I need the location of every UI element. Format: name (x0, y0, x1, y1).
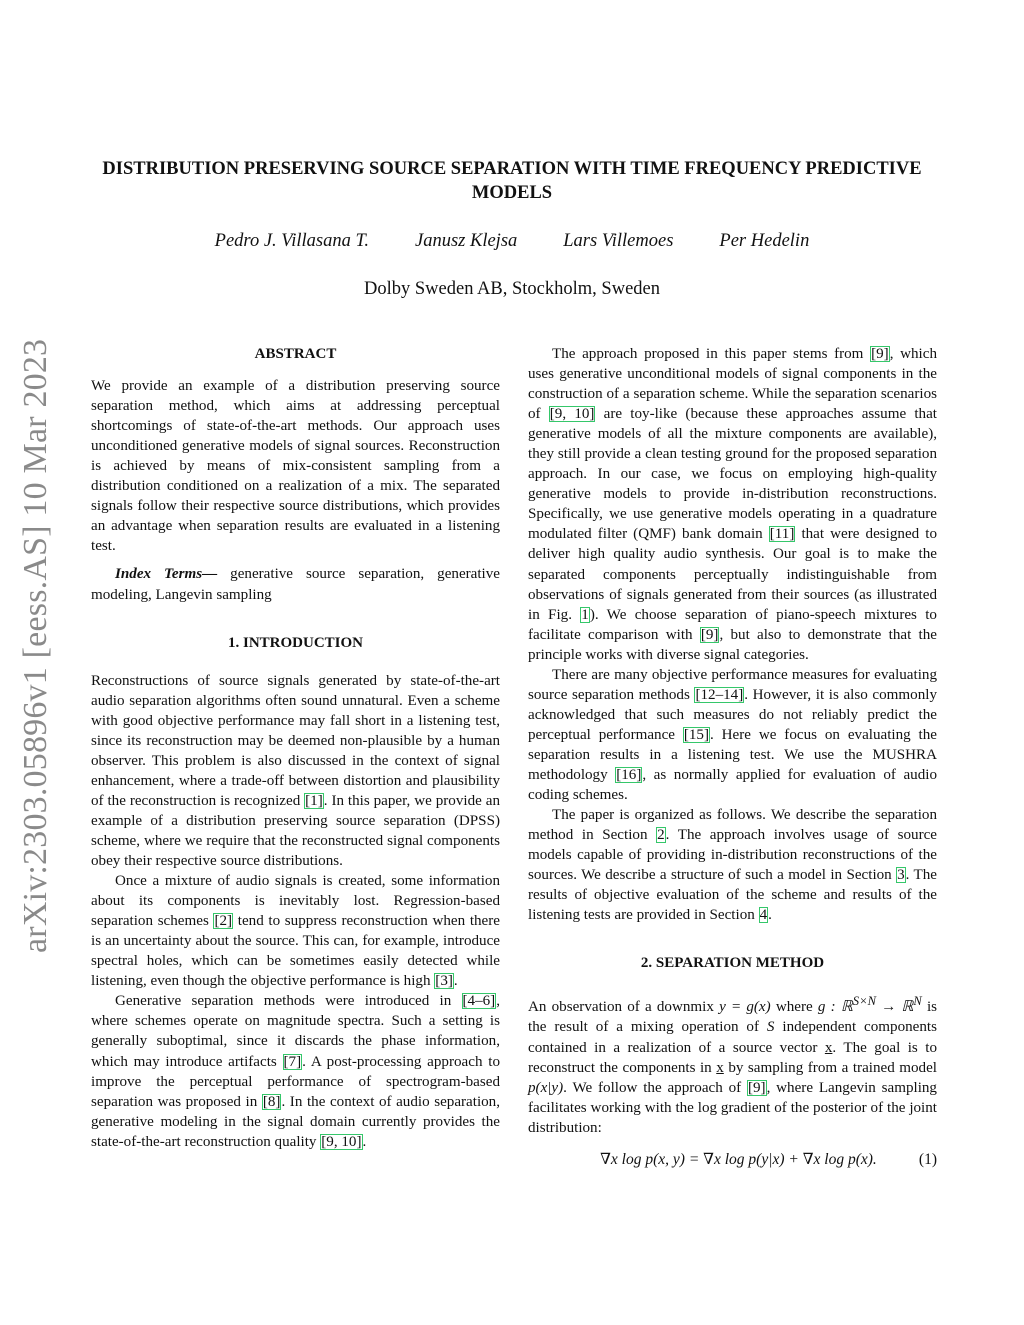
citation-link[interactable]: [2] (214, 913, 233, 930)
section-link[interactable]: 3 (897, 867, 905, 884)
citation-link[interactable]: [9] (700, 626, 719, 643)
arxiv-stamp: arXiv:2303.05896v1 [eess.AS] 10 Mar 2023 (17, 338, 54, 953)
section-link[interactable]: 4 (759, 907, 768, 924)
citation-link[interactable]: [4–6] (462, 993, 496, 1010)
figure-link[interactable]: 1 (581, 606, 589, 623)
intro-paragraph-2: Once a mixture of audio signals is created, some information about its components is inevitably lost. Regression-based separation schemes [2] tend to suppress reconstruction when there is an uncertainty about the source. This can, for example, introduce spectral holes, which can be sometimes easily detected while listening, even though the objective performance is high [3]. (91, 873, 500, 990)
index-terms-label: Index Terms— (115, 566, 218, 583)
section-link[interactable]: 2 (657, 827, 665, 844)
paper-title: DISTRIBUTION PRESERVING SOURCE SEPARATION WITH TIME FREQUENCY PREDICTIVE MODELS (102, 159, 922, 203)
author-list (120, 231, 904, 252)
author-3: Lars Villemoes (563, 231, 674, 251)
author-2: Janusz Klejsa (415, 231, 518, 251)
citation-link[interactable]: [16] (616, 766, 642, 783)
right-paragraph-3: The paper is organized as follows. We describe the separation method in Section 2. The approach involves usage of source models capable of providing in-distribution reconstructions of the sources. We describe a structure of such a model in Section 3. The results of objective evaluation of the scheme and results of the listening tests are provided in Section 4. (528, 807, 937, 924)
citation-link[interactable]: [9, 10] (549, 406, 595, 423)
intro-paragraph-1: Reconstructions of source signals generated by state-of-the-art audio separation algorithms often sound unnatural. Even a scheme with good objective performance may fall short in a listening test, since its reconstruction may be deemed non-plausible by a human observer. This problem is also discussed in the context of signal enhancement, where a trade-off between distortion and plausibility of the reconstruction is recognized [1]. In this paper, we provide an example of a distribution preserving source separation (DPSS) scheme, where we require that the reconstructed signal components obey their respective source distributions. (91, 672, 500, 870)
math-inline: x (716, 1059, 724, 1076)
citation-link[interactable]: [11] (769, 526, 795, 543)
math-inline: S (766, 1019, 775, 1036)
right-paragraph-2: There are many objective performance measures for evaluating source separation methods [12–14]. However, it is also commonly acknowledged that such measures do not reliably predict the perceptual performance [15]. Here we focus on evaluating the separation results in a listening test. We use the MUSHRA methodology [16], as normally applied for evaluation of audio coding schemes. (528, 666, 937, 804)
citation-link[interactable]: [3] (435, 973, 453, 990)
section-1-heading: 1. INTRODUCTION (227, 634, 363, 651)
citation-link[interactable]: [7] (283, 1053, 302, 1070)
math-inline: y = g(x) (719, 999, 771, 1016)
math-inline: x (824, 1039, 833, 1056)
citation-link[interactable]: [9] (871, 346, 889, 362)
intro-paragraph-3: Generative separation methods were introduced in [4–6], where schemes operate on magnitude spectra. Such a setting is generally suboptimal, since it discards the phase information, which may introduce artifacts [7]. A post-processing approach to improve the perceptual performance of spectrogram-based separation was proposed in [8]. In the context of audio separation, generative modeling in the signal domain currently provides the state-of-the-art reconstruction quality [9, 10]. (91, 993, 500, 1150)
equation-body: ∇x log p(x, y) = ∇x log p(y|x) + ∇x log p(x). (600, 1150, 877, 1168)
math-inline: p(x|y) (528, 1079, 564, 1096)
author-1: Pedro J. Villasana T. (214, 231, 369, 251)
left-column (91, 344, 500, 1152)
right-column (528, 344, 937, 1170)
citation-link[interactable]: [9, 10] (321, 1133, 362, 1150)
method-paragraph: An observation of a downmix y = g(x) where g : ℝ$^{S\times N}$ → ℝ$^N$ is the result of a mixing operation of S independent components contained in a realization of a source vector x. The goal is to reconstruct the components in x by sampling from a trained model p(x|y). We follow the approach of [9], where Langevin sampling facilitates working with the log gradient of the posterior of the joint distribution: (528, 994, 938, 1136)
citation-link[interactable]: [9] (747, 1079, 766, 1096)
abstract-text: We provide an example of a distribution preserving source separation method, which aims at addressing perceptual shortcomings of state-of-the-art methods. Our approach uses unconditioned generative models of signal sources. Reconstruction is achieved by means of mix-consistent sampling from a distribution conditioned on a realization of a mix. The separated signals follow their respective source distributions, which provides an advantage when separation results are evaluated in a listening test. (91, 378, 500, 555)
section-2-heading: 2. SEPARATION METHOD (640, 955, 825, 972)
citation-link[interactable]: [8] (262, 1093, 281, 1110)
affiliation: Dolby Sweden AB, Stockholm, Sweden (364, 279, 660, 299)
citation-link[interactable]: [1] (305, 792, 323, 809)
right-paragraph-1: The approach proposed in this paper stems from [9], which uses generative unconditional models of signal components in the construction of a separation scheme. While the separation scenarios of [9, 10] are toy-like (because these approaches assume that generative models of all the mixture components are available), they still provide a clean testing ground for the proposed separation approach. In our case, we focus on employing high-quality generative models to provide in-distribution reconstructions. Specifically, we use generative models operating in a quadrature modulated filter (QMF) bank domain [11] that were designed to deliver high quality audio synthesis. Our goal is to make the separated components perceptually indistinguishable from observations of signals generated from their sources (as illustrated in Fig. 1). We choose separation of piano-speech mixtures to facilitate comparison with [9], but also to demonstrate that the principle works with diverse signal categories. (528, 346, 938, 663)
index-terms-text: generative source separation, generative modeling, Langevin sampling (91, 566, 500, 603)
abstract-heading: ABSTRACT (254, 346, 337, 362)
author-4: Per Hedelin (719, 231, 810, 251)
math-inline: g : ℝ (817, 999, 853, 1016)
equation-number: (1) (918, 1150, 937, 1168)
citation-link[interactable]: [12–14] (695, 686, 744, 703)
index-terms (91, 564, 500, 604)
equation-1 (528, 1150, 937, 1170)
citation-link[interactable]: [15] (683, 726, 709, 743)
